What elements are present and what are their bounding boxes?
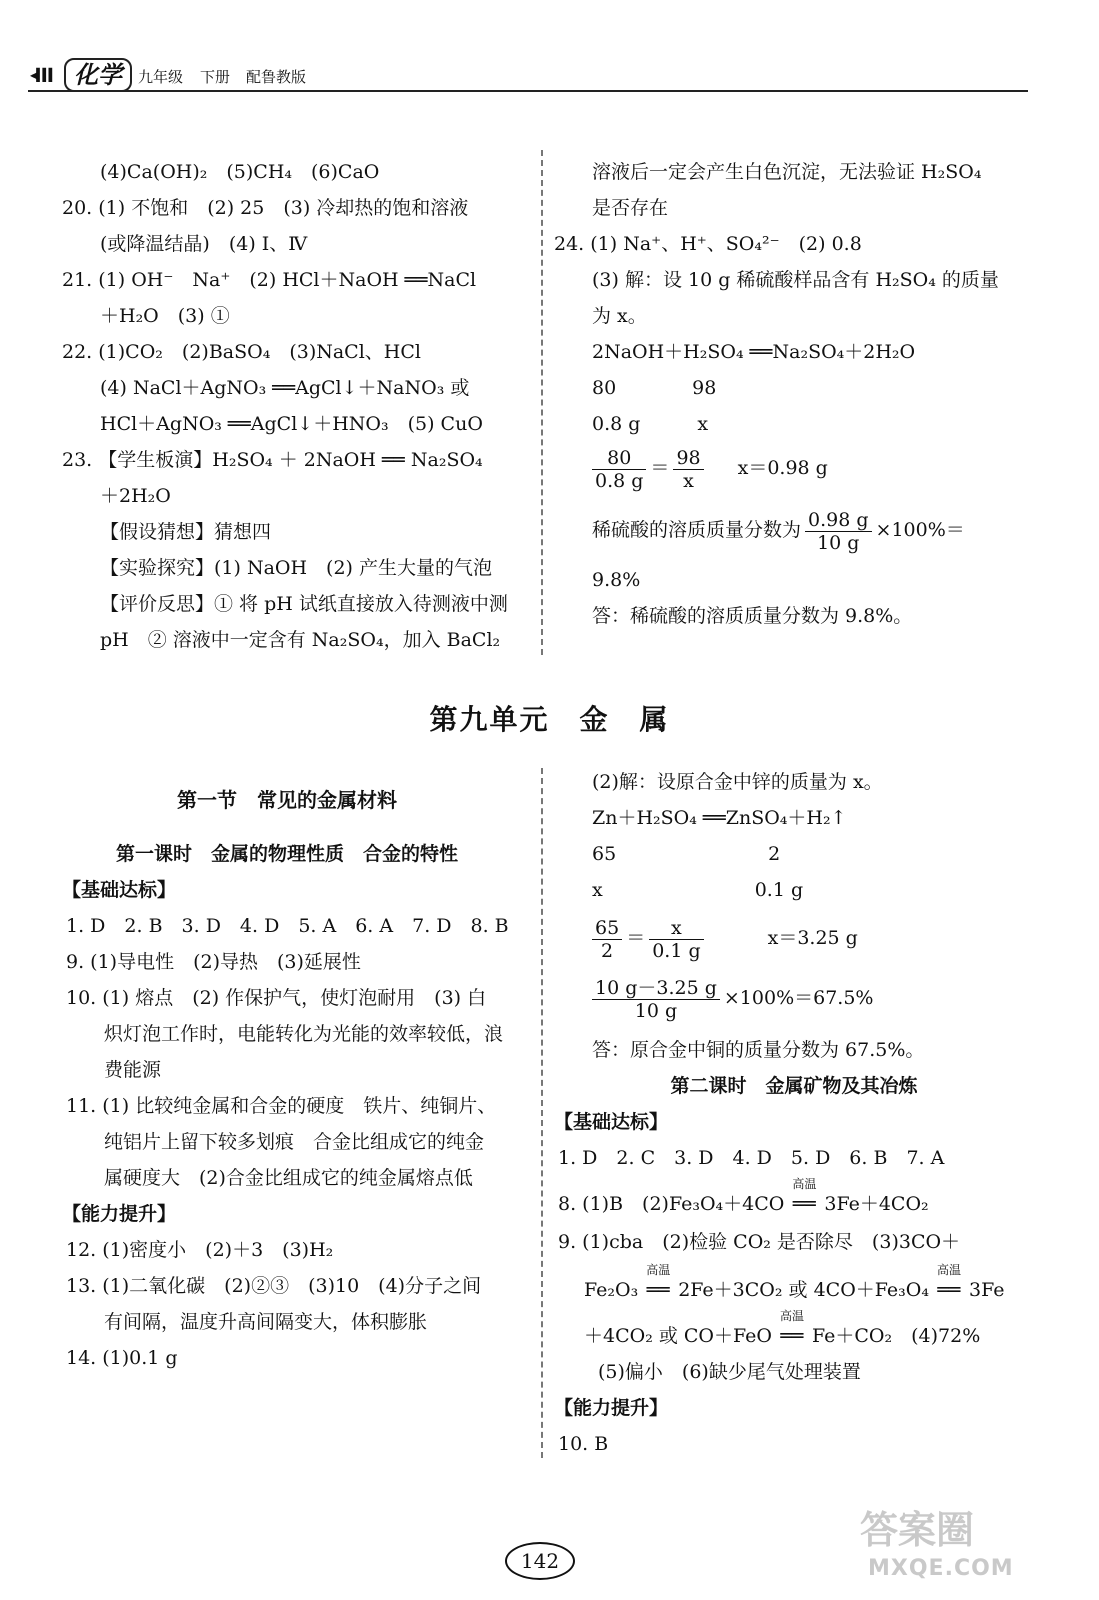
answer-line: 属硬度大 (2)合金比组成它的纯金属熔点低 [104, 1167, 473, 1189]
equation-line: Zn＋H₂SO₄ ══ZnSO₄＋H₂↑ [592, 807, 847, 829]
answer-line: 21. (1) OH⁻ Na⁺ (2) HCl＋NaOH ══NaCl [62, 269, 477, 291]
answer-line: 22. (1)CO₂ (2)BaSO₄ (3)NaCl、HCl [62, 341, 421, 363]
column-divider [541, 768, 543, 1458]
answer-line: 13. (1)二氧化碳 (2)②③ (3)10 (4)分子之间 [66, 1275, 482, 1297]
answer-line: 费能源 [104, 1059, 162, 1081]
answer-line-q9c: ＋4CO₂ 或 CO＋FeO 高温 ══ Fe＋CO₂ (4)72% [584, 1309, 981, 1347]
equation-line: 0.8 g x [592, 413, 709, 435]
column-divider [541, 150, 543, 655]
answer-line: 1. D 2. B 3. D 4. D 5. A 6. A 7. D 8. B [66, 915, 509, 937]
proportion-equation: $\frac{65}{2}$ ＝ $\frac{x}{0.1 g}$ x＝3.25 g [588, 914, 858, 962]
answer-line: 是否存在 [592, 197, 669, 219]
unit-title: 第九单元 金 属 [429, 703, 670, 736]
answer-line: 11. (1) 比较纯金属和合金的硬度 铁片、纯铜片、 [66, 1095, 497, 1117]
answer-line: 答：稀硫酸的溶质质量分数为 9.8%。 [592, 605, 913, 627]
subject-logo: 化学 [64, 58, 132, 92]
equation-line: 80 98 [592, 377, 717, 399]
answer-line: (5)偏小 (6)缺少尾气处理装置 [598, 1361, 861, 1383]
answer-line: 为 x。 [592, 305, 647, 327]
subheading: 【能力提升】 [62, 1203, 177, 1225]
equation-line: 2NaOH＋H₂SO₄ ══Na₂SO₄＋2H₂O [592, 341, 916, 363]
page-number: 142 [505, 1542, 575, 1580]
watermark-logo: 答案圈 [860, 1508, 975, 1552]
answer-line: 23. 【学生板演】H₂SO₄ ＋ 2NaOH ══ Na₂SO₄ [62, 449, 483, 471]
percentage-equation: $\frac{10 g-3.25 g}{10 g}$ ×100%＝67.5% [588, 974, 874, 1022]
answer-line: 溶液后一定会产生白色沉淀，无法验证 H₂SO₄ [592, 161, 982, 183]
answer-line: ＋H₂O (3) ① [100, 305, 230, 327]
answer-line: (2)解：设原合金中锌的质量为 x。 [592, 771, 883, 793]
subheading: 【能力提升】 [554, 1397, 669, 1419]
section-title: 第一节 常见的金属材料 [177, 788, 397, 812]
answer-line-q9b: Fe₂O₃ 高温 ══ 2Fe＋3CO₂ 或 4CO＋Fe₃O₄ 高温 ══ 3Fe [584, 1263, 1005, 1301]
grade-label: 九年级 [138, 68, 184, 86]
lesson-title: 第二课时 金属矿物及其冶炼 [670, 1075, 918, 1097]
answer-line: 【评价反思】① 将 pH 试纸直接放入待测液中测 [100, 593, 508, 615]
lesson-title: 第一课时 金属的物理性质 合金的特性 [115, 843, 458, 865]
proportion-equation: $\frac{80}{0.8 g}$ ＝ $\frac{98}{x}$ x＝0.98 g [588, 444, 828, 492]
answer-line: HCl＋AgNO₃ ══AgCl↓＋HNO₃ (5) CuO [100, 413, 483, 435]
subheading: 【基础达标】 [554, 1111, 669, 1133]
answer-line: 20. (1) 不饱和 (2) 25 (3) 冷却热的饱和溶液 [62, 197, 469, 219]
header-rule [28, 90, 1028, 92]
answer-line: 9.8% [592, 569, 641, 591]
answer-line: 24. (1) Na⁺、H⁺、SO₄²⁻ (2) 0.8 [554, 233, 862, 255]
fraction-result-line: 稀硫酸的溶质质量分数为 $\frac{0.98 g}{10 g}$ ×100%＝ [592, 508, 965, 554]
answer-line: (4) NaCl＋AgNO₃ ══AgCl↓＋NaNO₃ 或 [100, 377, 470, 399]
answer-line: 炽灯泡工作时，电能转化为光能的效率较低，浪 [104, 1023, 504, 1045]
answer-line: 答：原合金中铜的质量分数为 67.5%。 [592, 1039, 925, 1061]
answer-line: 9. (1)导电性 (2)导热 (3)延展性 [66, 951, 361, 973]
header-decoration-icon: ◀▌▌▌ [30, 68, 55, 82]
answer-line-q8: 8. (1)B (2)Fe₃O₄＋4CO 高温 ══ 3Fe＋4CO₂ [558, 1177, 929, 1215]
answer-line: 10. (1) 熔点 (2) 作保护气，使灯泡耐用 (3) 白 [66, 987, 487, 1009]
edition-label: 配鲁教版 [246, 68, 307, 86]
subheading: 【基础达标】 [62, 879, 177, 901]
answer-line: 12. (1)密度小 (2)＋3 (3)H₂ [66, 1239, 334, 1261]
answer-line: 纯铝片上留下较多划痕 合金比组成它的纯金 [104, 1131, 485, 1153]
volume-label: 下册 [200, 68, 231, 86]
answer-line: 有间隔，温度升高间隔变大，体积膨胀 [104, 1311, 428, 1333]
answer-line: 10. B [558, 1433, 609, 1455]
answer-line: (4)Ca(OH)₂ (5)CH₄ (6)CaO [100, 161, 380, 183]
answer-line: (或降温结晶) (4) Ⅰ、Ⅳ [100, 233, 308, 255]
equation-line: 65 2 [592, 843, 781, 865]
equation-line: x 0.1 g [592, 879, 804, 901]
answer-line: pH ② 溶液中一定含有 Na₂SO₄，加入 BaCl₂ [100, 629, 501, 651]
answer-line: 14. (1)0.1 g [66, 1347, 178, 1369]
answer-line: 【假设猜想】猜想四 [100, 521, 272, 543]
answer-line: ＋2H₂O [100, 485, 171, 507]
watermark-url: MXQE.COM [868, 1556, 1014, 1581]
answer-line: 【实验探究】(1) NaOH (2) 产生大量的气泡 [100, 557, 493, 579]
answer-line: (3) 解：设 10 g 稀硫酸样品含有 H₂SO₄ 的质量 [592, 269, 999, 291]
answer-line: 9. (1)cba (2)检验 CO₂ 是否除尽 (3)3CO＋ [558, 1231, 961, 1253]
answer-line: 1. D 2. C 3. D 4. D 5. D 6. B 7. A [558, 1147, 945, 1169]
